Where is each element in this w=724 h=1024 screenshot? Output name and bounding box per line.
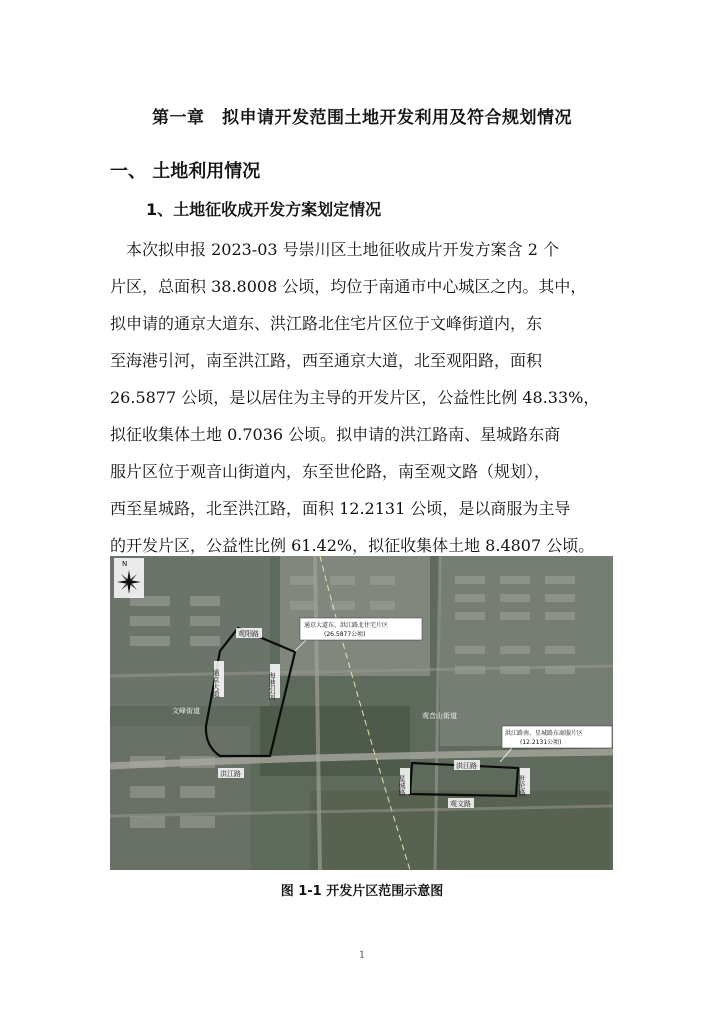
figure-caption: 图 1-1 开发片区范围示意图 [280,884,444,899]
road-label-hongjiang-west: 洪江路 [220,770,241,778]
paragraph-line-7: 服片区位于观音山街道内，东至世伦路，南至观文路（规划）， [110,462,551,481]
callout-residential-area: (26.5877公顷) [324,631,366,638]
road-label-hongjiang-east: 洪江路 [456,762,477,770]
section-heading: 一、 土地利用情况 [110,161,261,182]
page-number: 1 [358,950,366,961]
paragraph-line-1: 本次拟申报 2023-03 号崇川区土地征收成片开发方案含 2 个 [110,240,560,259]
road-label-xingcheng: 星城路 [398,775,406,796]
road-label-tongjing: 通京大道 [212,669,220,697]
paragraph-line-8: 西至星城路，北至洪江路，面积 12.2131 公顷，是以商服为主导 [110,499,571,518]
road-label-guanwen: 观文路 [450,800,471,808]
paragraph-line-6: 拟征收集体土地 0.7036 公顷。拟申请的洪江路南、星城路东商 [110,425,561,444]
district-label-wenfeng: 文峰街道 [172,707,200,715]
subsection-heading: 1、土地征收成开发方案划定情况 [146,200,382,219]
north-label: N [122,560,128,568]
satellite-map [110,556,613,870]
road-label-shilun: 世伦路 [518,775,526,796]
paragraph-line-5: 26.5877 公顷，是以居住为主导的开发片区，公益性比例 48.33%， [110,388,600,407]
callout-residential-name: 通京大道东、洪江路北住宅片区 [304,622,389,629]
paragraph-line-9: 的开发片区，公益性比例 61.42%，拟征收集体土地 8.4807 公顷。 [110,536,595,555]
road-label-guanyang: 观阳路 [238,630,259,638]
paragraph-line-4: 至海港引河，南至洪江路，西至通京大道，北至观阳路，面积 [110,351,543,370]
road-label-haigang: 海港引河 [268,672,276,700]
paragraph-line-3: 拟申请的通京大道东、洪江路北住宅片区位于文峰街道内，东 [110,314,543,333]
callout-commercial-name: 洪江路南、星城路东商服片区 [505,730,584,737]
site-map-figure [110,556,613,870]
north-arrow-icon [114,558,144,598]
paragraph-line-2: 片区，总面积 38.8008 公顷，均位于南通市中心城区之内。其中， [110,277,587,296]
district-label-guanyinshan: 观音山街道 [422,712,457,720]
callout-commercial-area: (12.2131公顷) [520,739,562,746]
chapter-title: 第一章 拟申请开发范围土地开发利用及符合规划情况 [152,108,572,128]
